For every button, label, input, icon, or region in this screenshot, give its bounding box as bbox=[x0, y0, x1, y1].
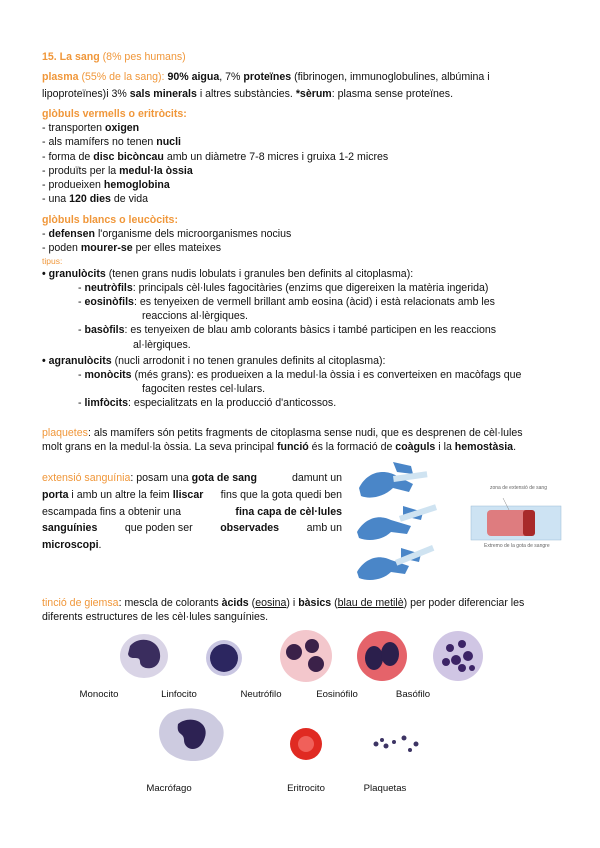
macrofago-image bbox=[159, 708, 224, 761]
basofils-cont: al·lèrgiques. bbox=[133, 338, 191, 351]
white-cells-section bbox=[42, 213, 557, 411]
glove-hand-3 bbox=[357, 548, 421, 580]
cell-caption: Eritrocito bbox=[287, 783, 325, 794]
extensio-label: extensió sanguínia bbox=[42, 472, 131, 484]
neutrofils-line: - neutròfils: principals cèl·lules fagocitàries (enzims que digereixen la matèria ingerida) bbox=[78, 281, 489, 294]
tipus-label: tipus: bbox=[42, 255, 63, 266]
basofils-line: - basòfils: es tenyeixen de blau amb colorants bàsics i també participen en les reaccions bbox=[78, 324, 497, 337]
white-item-2: - poden mourer-se per elles mateixes bbox=[42, 242, 222, 255]
red-item: - produïts per la medul·la òssia bbox=[42, 164, 193, 177]
slide-label-top: zona de extensió de sang bbox=[490, 485, 547, 491]
red-cells-section bbox=[42, 107, 557, 206]
plasma-paragraph bbox=[42, 70, 557, 101]
neutrofilo-image bbox=[280, 630, 332, 682]
white-item-1: - defensen l'organisme dels microorganismes nocius bbox=[42, 228, 292, 241]
plasma-90: 90% bbox=[164, 71, 189, 83]
glove-hand-2 bbox=[357, 506, 423, 540]
tincio-label: tinció de giemsa bbox=[42, 597, 119, 609]
eritrocito-image bbox=[290, 728, 322, 760]
red-item: - transporten oxigen bbox=[42, 122, 140, 135]
plasma-l2a: lipoproteïnes)i 3% bbox=[42, 88, 127, 101]
cell-caption: Eosinófilo bbox=[316, 689, 358, 700]
plasma-proteines: proteïnes bbox=[240, 71, 292, 83]
title-rest: (8% pes humans) bbox=[99, 51, 186, 63]
plaquetes-paragraph: plaquetes: als mamífers són petits fragments de citoplasma sense nudi, que es desprenen de cèl·lules molt grans en la medul·la òssia. La seva principal funció és la formació de coàguls i la hemostàsia. bbox=[42, 427, 523, 454]
plasma-sals: sals minerals bbox=[126, 88, 197, 101]
plasma-l2e: : plasma sense proteïnes. bbox=[331, 88, 454, 101]
plasma-label: plasma bbox=[42, 71, 79, 83]
cell-caption: Plaquetas bbox=[363, 783, 407, 794]
cell-caption: Monocito bbox=[79, 689, 119, 700]
tincio-l2: diferents estructures de les cèl·lules sanguínies. bbox=[42, 611, 269, 624]
red-item: - forma de disc bicòncau amb un diàmetre 7-8 micres i gruixa 1-2 micres bbox=[42, 150, 389, 163]
blood-cells-figure bbox=[100, 628, 520, 778]
basofilo-image bbox=[433, 631, 483, 681]
cell-caption: Macrófago bbox=[146, 783, 192, 794]
plaquetes-l1: : als mamífers són petits fragments de citoplasma sense nudi, que es desprenen de cèl·lules bbox=[87, 427, 523, 439]
section-title bbox=[42, 50, 557, 64]
monocito-image bbox=[120, 634, 168, 678]
tincio-paragraph: tinció de giemsa: mescla de colorants àcids (eosina) i bàsics (blau de metilè) per poder diferenciar les diferents estructures de les cèl·lules sanguínies. bbox=[42, 596, 557, 624]
title-number: 15. La sang bbox=[42, 51, 100, 63]
limfocits-line: - limfòcits: especialitzats en la producció d'anticossos. bbox=[78, 397, 337, 410]
cell-caption: Linfocito bbox=[161, 689, 197, 700]
plasma-serum: *sèrum bbox=[295, 88, 332, 101]
plaquetes-label: plaquetes bbox=[42, 427, 88, 439]
smear-illustration bbox=[353, 462, 563, 586]
red-heading: glòbuls vermells o eritròcits: bbox=[42, 108, 187, 120]
cell-caption: Basófilo bbox=[395, 689, 431, 700]
cell-caption: Neutrófilo bbox=[240, 689, 282, 700]
red-item: - als mamífers no tenen nucli bbox=[42, 136, 181, 149]
red-item: - una 120 dies de vida bbox=[42, 193, 149, 206]
plasma-sep: , 7% bbox=[219, 71, 241, 83]
red-list bbox=[42, 121, 557, 206]
linfocito-image bbox=[206, 640, 242, 676]
monocits-line: - monòcits (més grans): es produeixen a la medul·la òssia i es converteixen en macòfags que bbox=[78, 369, 522, 382]
extensio-paragraph: extensió sanguínia: posam una gota de sang damunt un porta i amb un altre la feim lliscar fins que la gota quedi ben escampada fins a obtenir una fina capa de cèl·lules sanguínies que poden ser observades amb un microscopi. bbox=[42, 472, 342, 552]
plaquetas-image bbox=[374, 736, 419, 753]
slide-label-bottom: Extremo de la gota de sangre bbox=[484, 543, 550, 549]
eosinofils-cont: reaccions al·lèrgiques. bbox=[142, 310, 248, 323]
eosinofils-line: - eosinòfils: es tenyeixen de vermell brillant amb eosina (àcid) i està relacionats amb les bbox=[78, 296, 495, 309]
plasma-l2c: i altres substàncies. bbox=[196, 88, 296, 101]
plasma-list: (fibrinogen, immunoglobulines, albúmina i bbox=[291, 71, 490, 83]
plasma-pct: (55% de la sang): bbox=[78, 71, 165, 83]
plasma-aigua: aigua bbox=[188, 71, 220, 83]
red-item: - produeixen hemoglobina bbox=[42, 179, 170, 192]
white-heading: glòbuls blancs o leucòcits: bbox=[42, 214, 178, 226]
granulocits-line: • granulòcits (tenen grans nudis lobulats i granules ben definits al citoplasma): bbox=[42, 267, 414, 280]
eosinofilo-image bbox=[357, 631, 407, 681]
monocits-cont: fagociten restes cel·lulars. bbox=[142, 383, 266, 396]
agranulocits-line: • agranulòcits (nucli arrodonit i no tenen granules definits al citoplasma): bbox=[42, 354, 386, 367]
